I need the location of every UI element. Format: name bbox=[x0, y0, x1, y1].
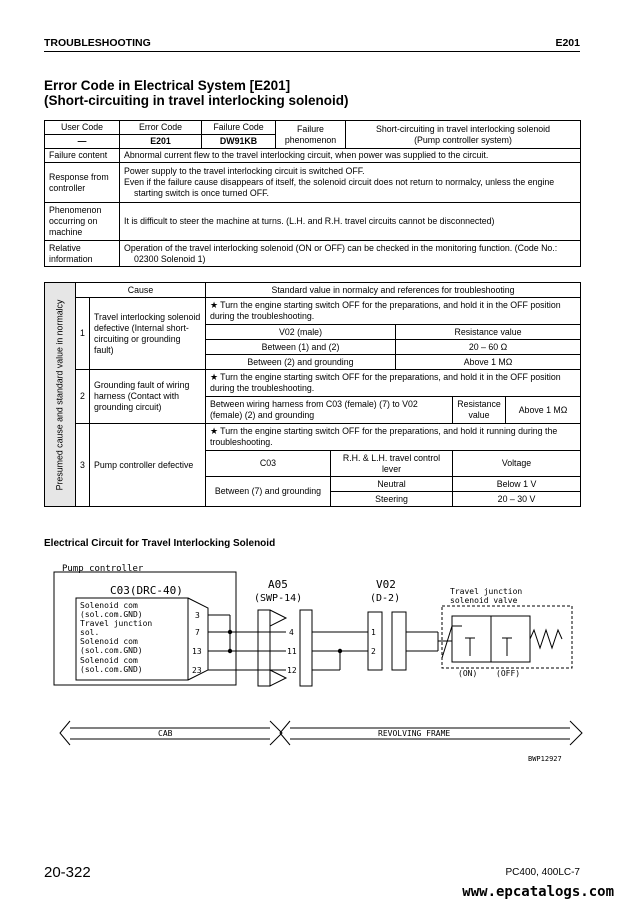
c03-label: C03(DRC-40) bbox=[110, 584, 183, 597]
title-line-1: Error Code in Electrical System [E201] bbox=[44, 78, 291, 93]
failure-info-table bbox=[44, 120, 581, 267]
valve-on-label: (ON) bbox=[458, 669, 478, 678]
cause-2-b: Resistance value bbox=[453, 397, 506, 424]
a05-label: A05 bbox=[268, 578, 288, 591]
c03-line-6: (sol.com.GND) bbox=[80, 646, 143, 655]
relative-info-value bbox=[120, 241, 581, 267]
response-item-1: Power supply to the travel interlocking circuit is switched OFF. bbox=[124, 166, 365, 176]
cause-1-col1: V02 (male) bbox=[206, 325, 396, 340]
a05-pin-12: 12 bbox=[287, 666, 297, 675]
cause-2-text: Grounding fault of wiring harness (Contact with grounding circuit) bbox=[90, 370, 206, 424]
std-header: Standard value in normalcy and references for troubleshooting bbox=[206, 283, 581, 298]
cause-3-no: 3 bbox=[76, 424, 90, 507]
cause-3-col2: R.H. & L.H. travel control lever bbox=[331, 451, 453, 477]
frame-label: REVOLVING FRAME bbox=[378, 729, 451, 738]
c03-pin-13: 13 bbox=[192, 647, 202, 656]
header-rule bbox=[44, 51, 580, 52]
cause-2-prep: ★ Turn the engine starting switch OFF for the preparations, and hold it in the OFF position during the troubleshooting. bbox=[206, 370, 581, 397]
cause-1-no: 1 bbox=[76, 298, 90, 370]
v02-sub: (D-2) bbox=[370, 593, 401, 604]
cause-1-row2-b: Above 1 MΩ bbox=[396, 355, 581, 370]
c03-line-5: Solenoid com bbox=[80, 637, 138, 646]
c03-pin-7: 7 bbox=[195, 628, 200, 637]
valve-label-1: Travel junction bbox=[450, 587, 523, 596]
cause-3-between: Between (7) and grounding bbox=[206, 477, 331, 507]
user-code-label: User Code bbox=[45, 121, 120, 135]
circuit-diagram bbox=[40, 556, 600, 766]
a05-pin-11: 11 bbox=[287, 647, 297, 656]
relative-info-text: Operation of the travel interlocking solenoid (ON or OFF) can be checked in the monitoring function. (Code No.: 02300 Solenoid 1) bbox=[124, 242, 558, 264]
cab-label: CAB bbox=[158, 729, 173, 738]
c03-line-4: sol. bbox=[80, 628, 100, 637]
cause-3-text: Pump controller defective bbox=[90, 424, 206, 507]
page-title bbox=[44, 78, 349, 108]
cause-3-row2-b: 20 – 30 V bbox=[453, 492, 581, 507]
phenomenon-machine-label: Phenomenon occurring on machine bbox=[45, 203, 120, 241]
cause-2-c: Above 1 MΩ bbox=[506, 397, 581, 424]
cause-3-row1-a: Neutral bbox=[331, 477, 453, 492]
a05-pin-4: 4 bbox=[289, 628, 294, 637]
error-code-label: Error Code bbox=[120, 121, 202, 135]
c03-line-2: (sol.com.GND) bbox=[80, 610, 143, 619]
error-code-tag: E201 bbox=[555, 37, 580, 49]
response-label: Response from controller bbox=[45, 163, 120, 203]
pump-controller-label: Pump controller bbox=[62, 564, 144, 574]
phenomenon-value bbox=[346, 121, 581, 149]
v02-pin-2: 2 bbox=[371, 647, 376, 656]
c03-pin-3: 3 bbox=[195, 611, 200, 620]
a05-sub: (SWP-14) bbox=[254, 593, 303, 604]
v02-pin-1: 1 bbox=[371, 628, 376, 637]
cause-3-prep: ★ Turn the engine starting switch OFF for the preparations, and hold it running during the troubleshooting. bbox=[206, 424, 581, 451]
phenomenon-line-2: (Pump controller system) bbox=[414, 134, 512, 145]
cause-3-row1-b: Below 1 V bbox=[453, 477, 581, 492]
failure-code-label: Failure Code bbox=[202, 121, 276, 135]
phenomenon-machine-value bbox=[120, 203, 581, 241]
cause-3-col3: Voltage bbox=[453, 451, 581, 477]
phenomenon-label: Failure phenomenon bbox=[276, 121, 346, 149]
failure-content-label: Failure content bbox=[45, 149, 120, 163]
error-code-value: E201 bbox=[120, 135, 202, 149]
cause-side-label: Presumed cause and standard value in normalcy bbox=[45, 283, 76, 507]
cause-1-col2: Resistance value bbox=[396, 325, 581, 340]
phenomenon-machine-text: It is difficult to steer the machine at turns. (L.H. and R.H. travel circuits cannot be disconnected) bbox=[124, 216, 495, 226]
page-number: 20-322 bbox=[44, 864, 91, 881]
cause-1-text: Travel interlocking solenoid defective (Internal short-circuiting or grounding fault) bbox=[90, 298, 206, 370]
c03-pin-23: 23 bbox=[192, 666, 202, 675]
failure-content-text: Abnormal current flew to the travel interlocking circuit, when power was supplied to the circuit. bbox=[124, 150, 489, 160]
cause-1-row1-a: Between (1) and (2) bbox=[206, 340, 396, 355]
cause-3-col1: C03 bbox=[206, 451, 331, 477]
cause-2-a: Between wiring harness from C03 (female) (7) to V02 (female) (2) and grounding bbox=[206, 397, 453, 424]
cause-3-row2-a: Steering bbox=[331, 492, 453, 507]
user-code-value: — bbox=[45, 135, 120, 149]
v02-label: V02 bbox=[376, 578, 396, 591]
relative-info-label: Relative information bbox=[45, 241, 120, 267]
cause-1-prep: ★ Turn the engine starting switch OFF for the preparations, and hold it in the OFF position during the troubleshooting. bbox=[206, 298, 581, 325]
failure-code-value: DW91KB bbox=[202, 135, 276, 149]
failure-content-value bbox=[120, 149, 581, 163]
cause-1-row2-a: Between (2) and grounding bbox=[206, 355, 396, 370]
phenomenon-line-1: Short-circuiting in travel interlocking solenoid bbox=[375, 123, 551, 134]
c03-line-8: (sol.com.GND) bbox=[80, 665, 143, 674]
title-line-2: (Short-circuiting in travel interlocking solenoid) bbox=[44, 93, 349, 108]
model-name: PC400, 400LC-7 bbox=[505, 867, 580, 878]
cause-2-no: 2 bbox=[76, 370, 90, 424]
watermark: www.epcatalogs.com bbox=[462, 884, 614, 900]
circuit-section-title: Electrical Circuit for Travel Interlocking Solenoid bbox=[44, 538, 276, 549]
figure-ref: BWP12927 bbox=[528, 755, 562, 763]
c03-line-3: Travel junction bbox=[80, 619, 153, 628]
cause-table bbox=[44, 282, 581, 507]
cause-header: Cause bbox=[76, 283, 206, 298]
response-value bbox=[120, 163, 581, 203]
section-name: TROUBLESHOOTING bbox=[44, 37, 151, 49]
valve-off-label: (OFF) bbox=[496, 669, 521, 678]
c03-line-1: Solenoid com bbox=[80, 601, 138, 610]
response-item-2: Even if the failure cause disappears of itself, the solenoid circuit does not return to normalcy, unless the engine starting switch is once turned OFF. bbox=[124, 177, 555, 198]
c03-line-7: Solenoid com bbox=[80, 656, 138, 665]
cause-1-row1-b: 20 – 60 Ω bbox=[396, 340, 581, 355]
running-header bbox=[44, 37, 580, 51]
valve-label-2: solenoid valve bbox=[450, 596, 518, 605]
